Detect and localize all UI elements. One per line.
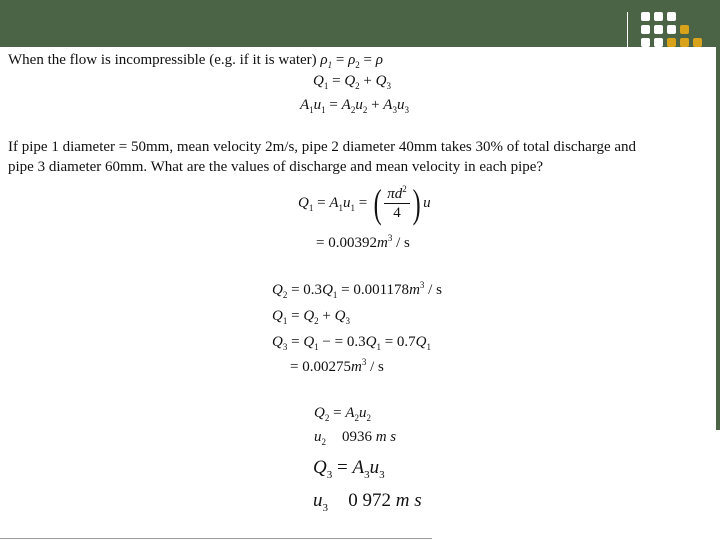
- q1-value: = $0.00392m^3$ / s: [316, 233, 410, 251]
- intro-line: When the flow is incompressible (e.g. if it is water) $\rho_1 = \rho_2 = \rho$: [8, 52, 383, 70]
- u2-value: $u_2 = 0936$ m s: [314, 429, 397, 447]
- header-divider: [627, 12, 628, 50]
- right-edge-band: [716, 47, 720, 430]
- problem-line-2: pipe 3 diameter 60mm. What are the values of discharge and mean velocity in each pipe?: [8, 159, 544, 175]
- q3-value: = $0.00275m^3$ / s: [290, 357, 384, 375]
- u3-value: $u_3 = 0$ 972 m s: [313, 490, 422, 514]
- continuity-eq-area-velocity: $A_1u_1 = A_2u_2 + A_3u_3$: [300, 97, 409, 115]
- q-continuity-repeat: $Q_1 = Q_2 + Q_3$: [272, 308, 350, 326]
- dot-grid-logo-icon: [641, 12, 711, 48]
- continuity-eq-flow: $Q_1 = Q_2 + Q_3$: [313, 73, 391, 91]
- q3-area-velocity: $Q_3 = A_3u_3$: [313, 457, 385, 481]
- problem-line-1: If pipe 1 diameter = 50mm, mean velocity 2m/s, pipe 2 diameter 40mm takes 30% of total discharge and: [8, 139, 637, 155]
- slide-content: [0, 47, 716, 537]
- bottom-rule: [0, 538, 432, 539]
- q1-formula: $Q_1 = A_1u_1$ = ( $\frac{\pi d^2}{4}$ ) u: [298, 180, 431, 226]
- header-bar: [0, 0, 720, 47]
- q3-expression: $Q_3 = Q_1$ − = $0.3Q_1 = 0.7Q_1$: [272, 334, 431, 352]
- q2-value: $Q_2 = 0.3Q_1 = 0.001178m^3 / s$: [272, 280, 442, 300]
- q2-area-velocity: $Q_2 = A_2u_2$: [314, 405, 371, 423]
